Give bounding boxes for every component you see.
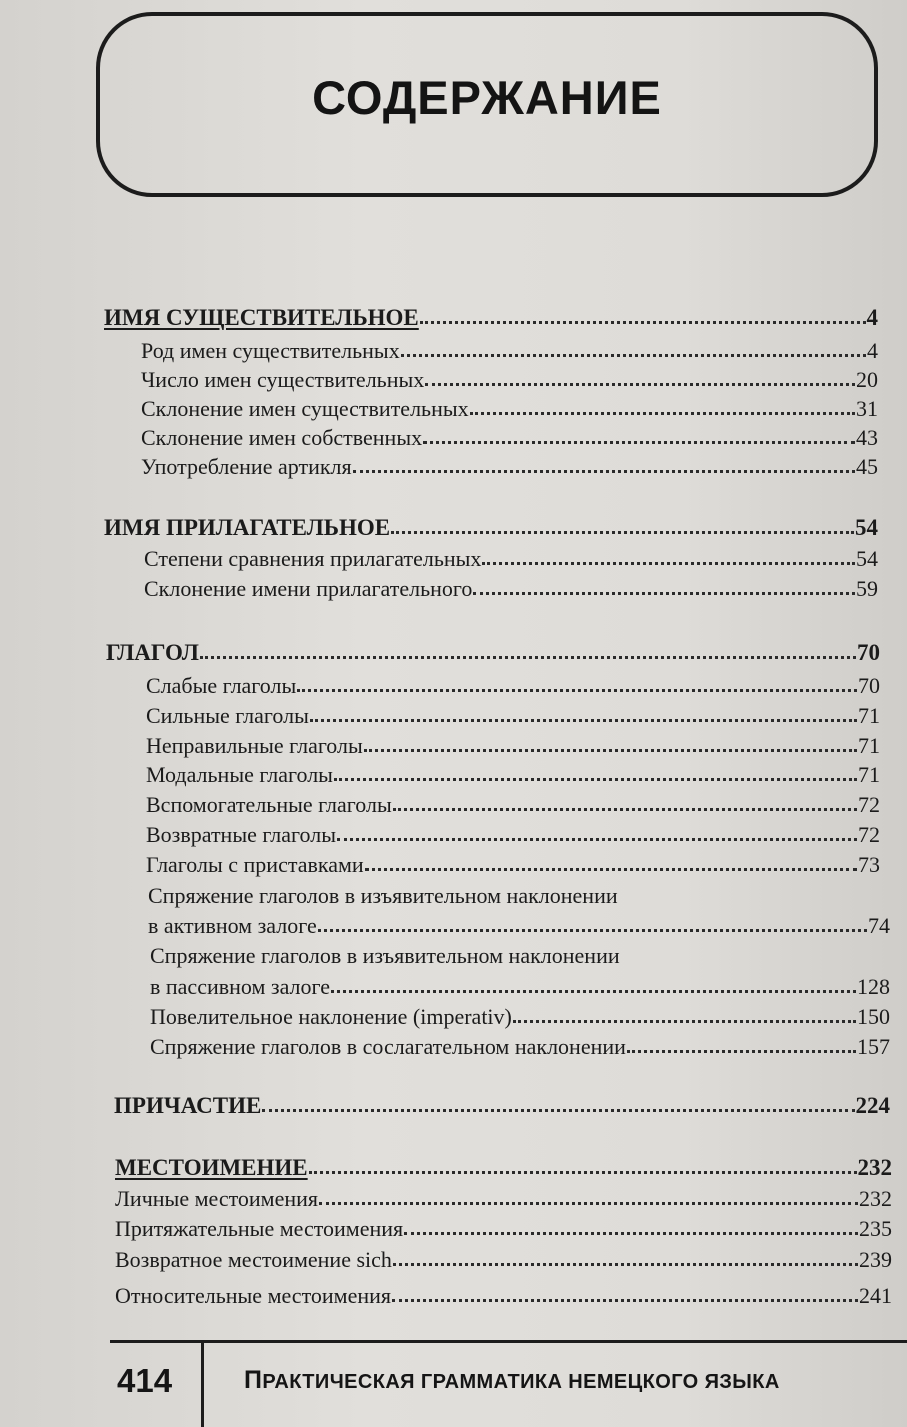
footer-divider	[201, 1340, 204, 1427]
toc-item-label: в пассивном залоге	[150, 974, 331, 999]
dot-leader	[331, 986, 856, 993]
toc-heading-pronoun[interactable]	[115, 1155, 892, 1181]
toc-item[interactable]	[115, 1186, 892, 1212]
toc-item[interactable]	[146, 792, 880, 818]
toc-item[interactable]	[146, 733, 880, 759]
toc-item-label: Слабые глаголы	[146, 673, 297, 698]
toc-page-number: 54	[855, 515, 878, 540]
toc-page-number: 4	[867, 338, 878, 363]
toc-page-number: 54	[856, 546, 878, 571]
dot-leader	[310, 715, 857, 722]
toc-heading-verb[interactable]	[106, 640, 880, 666]
toc-heading-adjective[interactable]	[104, 515, 878, 541]
toc-item-label: Личные местоимения	[115, 1186, 319, 1211]
dot-leader	[470, 408, 855, 415]
dot-leader	[334, 774, 857, 781]
toc-page-number: 239	[859, 1247, 892, 1272]
toc-heading-noun[interactable]	[104, 305, 878, 331]
toc-item-label: Склонение имени прилагательного	[144, 576, 473, 601]
toc-item-label: Употребление артикля	[141, 454, 352, 479]
footer-rule	[110, 1340, 907, 1343]
toc-page-number: 232	[857, 1155, 892, 1180]
toc-heading-label: ИМЯ СУЩЕСТВИТЕЛЬНОЕ	[104, 305, 419, 330]
toc-page-number: 72	[858, 792, 880, 817]
toc-page-number: 232	[859, 1186, 892, 1211]
toc-page-number: 150	[857, 1004, 890, 1029]
toc-page-number: 20	[856, 367, 878, 392]
toc-item[interactable]	[141, 396, 878, 422]
dot-leader	[353, 466, 855, 473]
dot-leader	[364, 745, 857, 752]
toc-page-number: 128	[857, 974, 890, 999]
toc-item[interactable]	[150, 1004, 890, 1030]
toc-item-label: Относительные местоимения	[115, 1283, 392, 1308]
toc-item-label: Склонение имен существительных	[141, 396, 469, 421]
dot-leader	[365, 864, 857, 871]
toc-item-label: Число имен существительных	[141, 367, 425, 392]
toc-item[interactable]	[146, 852, 880, 878]
dot-leader	[420, 317, 866, 324]
toc-item-label: Сильные глаголы	[146, 703, 309, 728]
toc-heading-participle[interactable]	[114, 1093, 890, 1119]
footer-title-initial: П	[244, 1366, 263, 1394]
toc-page-number: 74	[868, 913, 890, 938]
toc-item-label: Склонение имен собственных	[141, 425, 423, 450]
toc-item[interactable]	[141, 367, 878, 393]
toc-item[interactable]	[146, 762, 880, 788]
dot-leader	[393, 804, 857, 811]
toc-page-number: 43	[856, 425, 878, 450]
toc-item-label: в активном залоге	[148, 913, 317, 938]
dot-leader	[627, 1046, 856, 1053]
dot-leader	[513, 1016, 856, 1023]
toc-page-number: 224	[855, 1093, 890, 1118]
toc-page-number: 71	[858, 703, 880, 728]
toc-page-number: 71	[858, 762, 880, 787]
footer-title-rest: РАКТИЧЕСКАЯ ГРАММАТИКА НЕМЕЦКОГО ЯЗЫКА	[262, 1371, 780, 1393]
toc-item[interactable]	[150, 974, 890, 1000]
toc-heading-label: ИМЯ ПРИЛАГАТЕЛЬНОЕ	[104, 515, 391, 540]
toc-item[interactable]	[144, 546, 878, 572]
dot-leader	[425, 379, 855, 386]
toc-item[interactable]	[115, 1283, 892, 1309]
dot-leader	[309, 1167, 857, 1174]
toc-item-label: Вспомогательные глаголы	[146, 792, 392, 817]
dot-leader	[262, 1105, 854, 1112]
toc-page-number: 241	[859, 1283, 892, 1308]
toc-page-number: 71	[858, 733, 880, 758]
dot-leader	[297, 685, 857, 692]
footer-book-title	[244, 1366, 780, 1395]
dot-leader	[200, 652, 856, 659]
toc-item[interactable]	[141, 338, 878, 364]
toc-item[interactable]	[115, 1216, 892, 1242]
toc-page-number: 70	[857, 640, 880, 665]
toc-item[interactable]	[146, 673, 880, 699]
toc-item-label: Повелительное наклонение (imperativ)	[150, 1004, 512, 1029]
toc-item-label: Модальные глаголы	[146, 762, 333, 787]
page-title: СОДЕРЖАНИЕ	[312, 71, 662, 124]
footer-page-number: 414	[117, 1362, 173, 1399]
dot-leader	[423, 437, 855, 444]
toc-item-label-line1: Спряжение глаголов в изъявительном наклонении	[148, 883, 618, 908]
dot-leader	[391, 527, 854, 534]
toc-page-number: 235	[859, 1216, 892, 1241]
dot-leader	[482, 558, 855, 565]
toc-page-number: 72	[858, 822, 880, 847]
toc-item[interactable]	[146, 703, 880, 729]
toc-heading-label: МЕСТОИМЕНИЕ	[115, 1155, 308, 1180]
toc-item-label: Притяжательные местоимения	[115, 1216, 404, 1241]
toc-item-label: Спряжение глаголов в сослагательном наклонении	[150, 1034, 626, 1059]
toc-heading-label: ПРИЧАСТИЕ	[114, 1093, 262, 1118]
dot-leader	[319, 1198, 858, 1205]
toc-page-number: 31	[856, 396, 878, 421]
dot-leader	[401, 350, 866, 357]
dot-leader	[392, 1295, 858, 1302]
toc-item-label: Род имен существительных	[141, 338, 400, 363]
toc-item-label-line1: Спряжение глаголов в изъявительном наклонении	[150, 943, 620, 968]
toc-item[interactable]	[141, 454, 878, 480]
dot-leader	[337, 834, 857, 841]
toc-heading-label: ГЛАГОЛ	[106, 640, 199, 665]
dot-leader	[393, 1259, 858, 1266]
toc-item[interactable]	[148, 913, 890, 939]
toc-page-number: 4	[866, 305, 878, 330]
toc-page-number: 73	[858, 852, 880, 877]
toc-page-number: 70	[858, 673, 880, 698]
dot-leader	[318, 925, 867, 932]
toc-item[interactable]	[146, 822, 880, 848]
toc-page-number: 45	[856, 454, 878, 479]
toc-item-label: Степени сравнения прилагательных	[144, 546, 482, 571]
toc-item[interactable]	[141, 425, 878, 451]
toc-item-label: Возвратные глаголы	[146, 822, 336, 847]
dot-leader	[404, 1228, 858, 1235]
toc-item[interactable]	[150, 1034, 890, 1060]
toc-item[interactable]	[144, 576, 878, 602]
toc-item-label: Возвратное местоимение sich	[115, 1247, 392, 1272]
toc-page-number: 157	[857, 1034, 890, 1059]
toc-item-label: Глаголы с приставками	[146, 852, 364, 877]
toc-item[interactable]	[115, 1247, 892, 1273]
toc-page-number: 59	[856, 576, 878, 601]
toc-item-label: Неправильные глаголы	[146, 733, 363, 758]
dot-leader	[473, 588, 855, 595]
